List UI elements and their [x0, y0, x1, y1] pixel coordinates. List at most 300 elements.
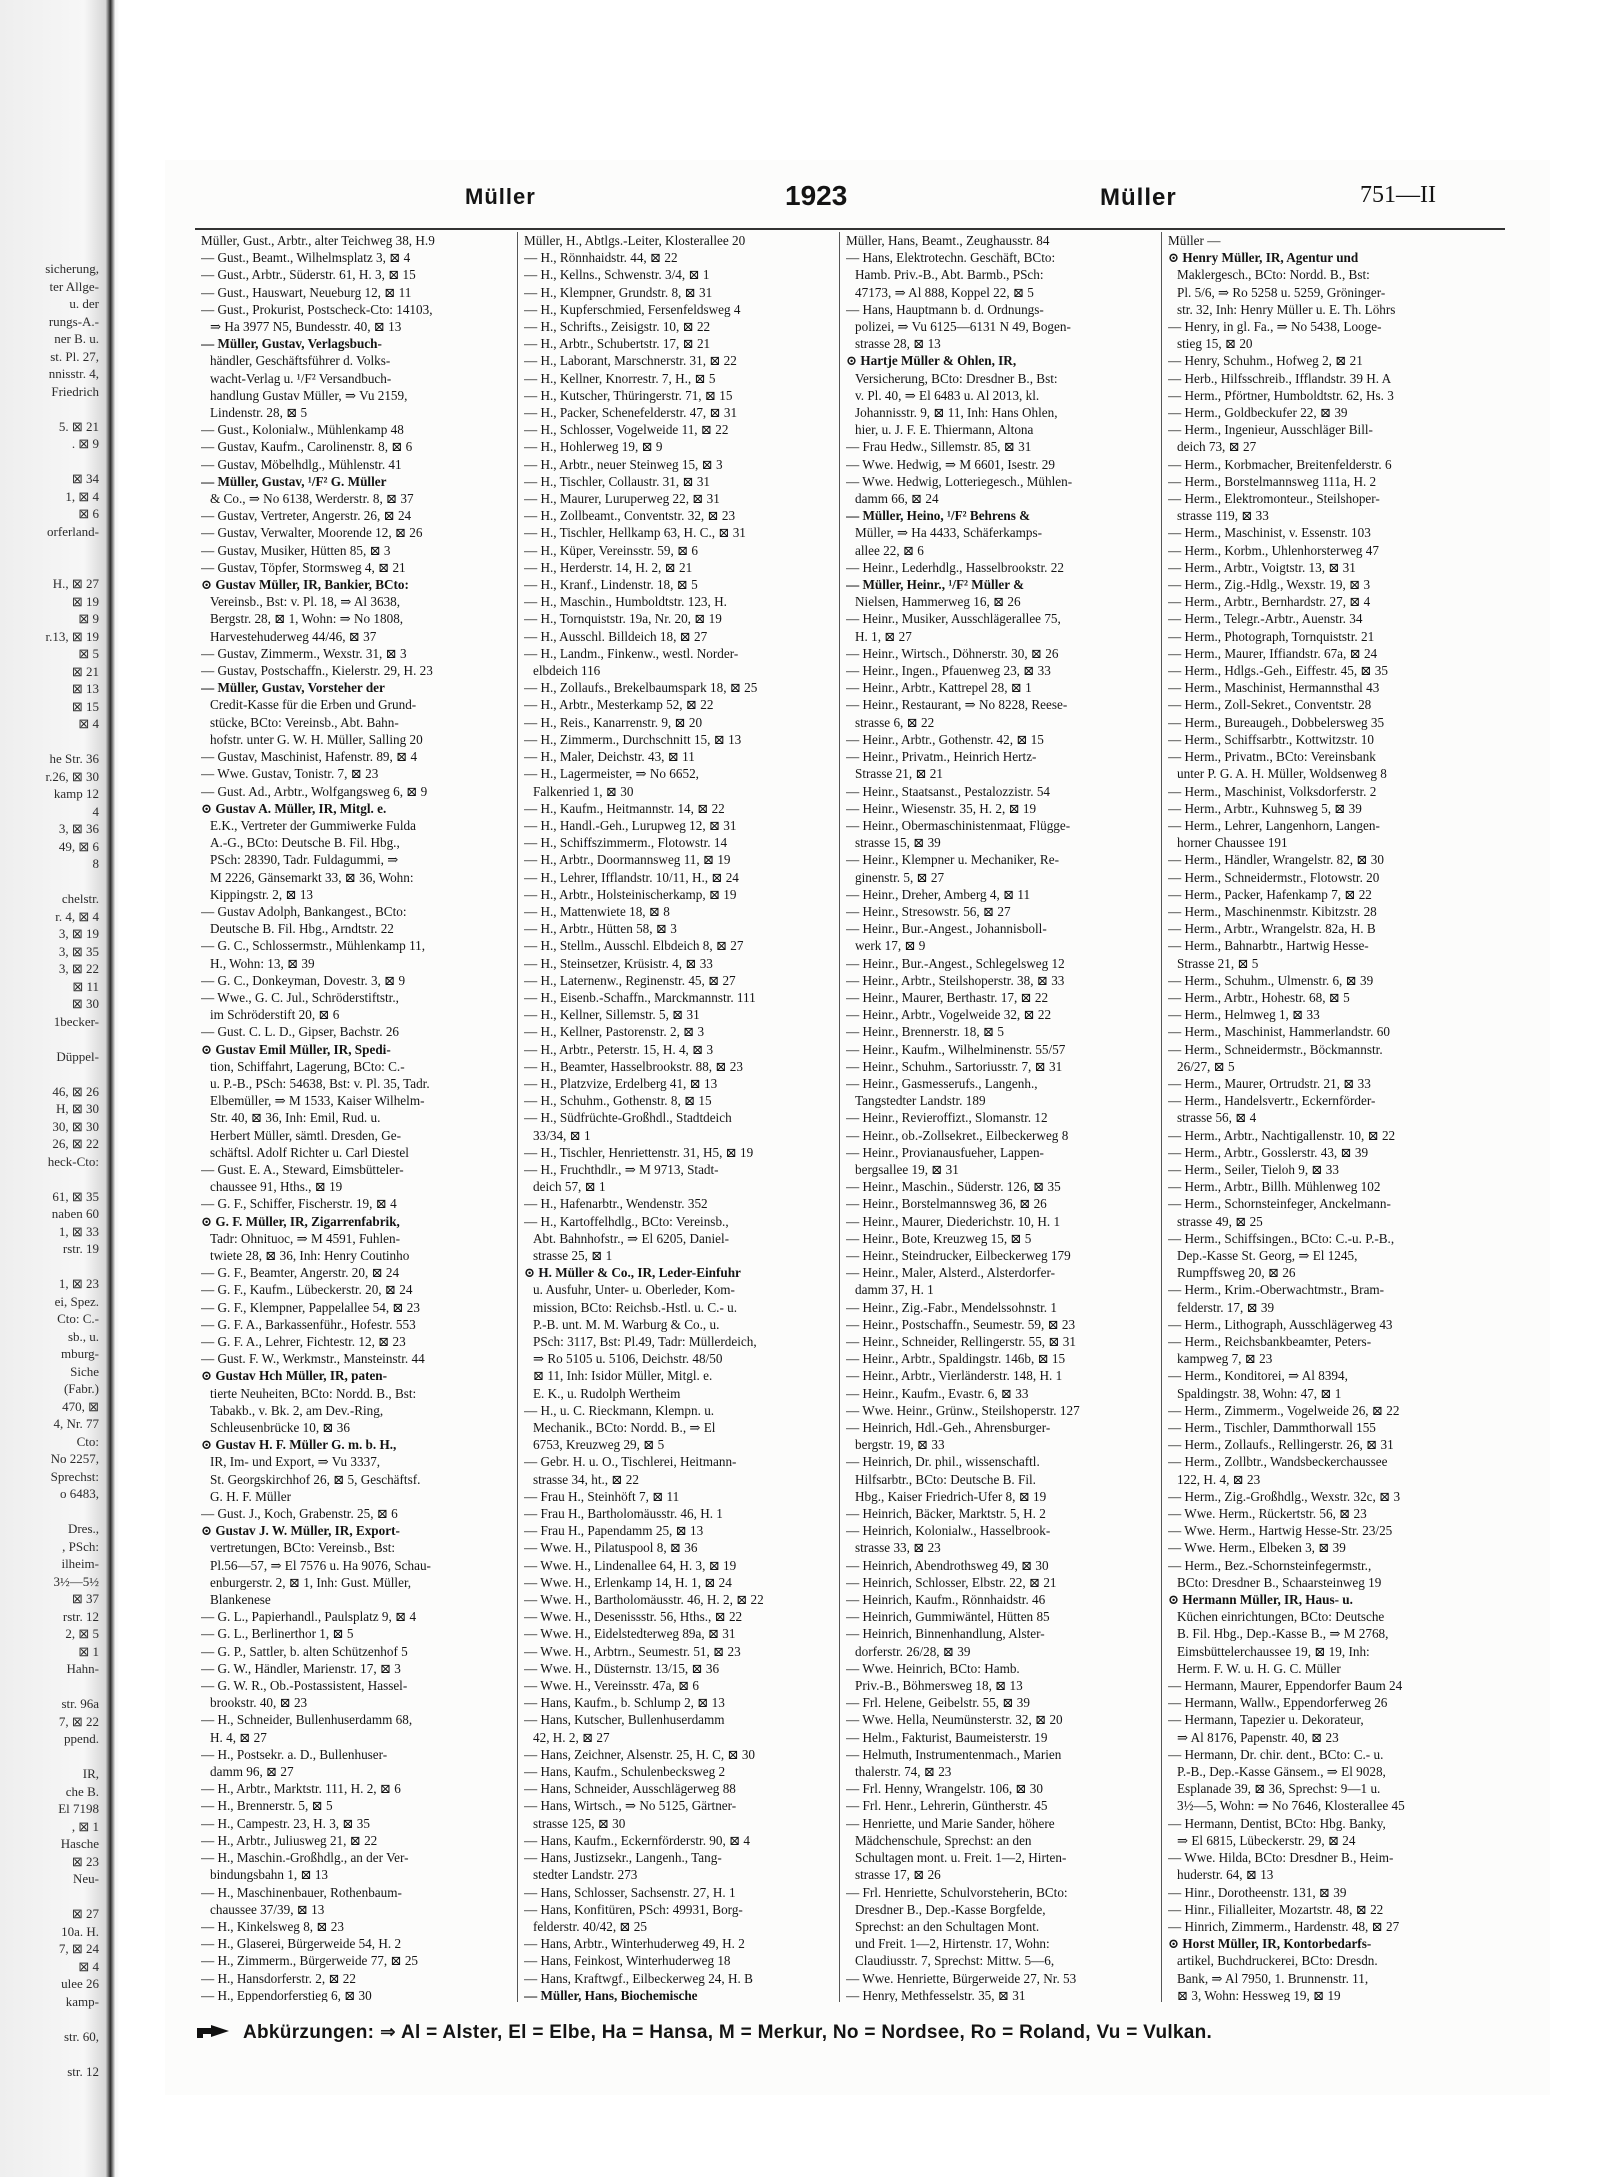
- previous-page-line: ⊠ 30: [71, 996, 99, 1011]
- previous-page-line: r.13, ⊠ 19: [45, 628, 99, 644]
- directory-entry-continuation: händler, Geschäftsführer d. Volks-: [210, 353, 391, 369]
- directory-entry: — Gustav, Kaufm., Carolinenstr. 8, ⊠ 6: [201, 439, 413, 455]
- directory-entry-continuation: Küchen einrichtungen, BCto: Deutsche: [1177, 1609, 1385, 1625]
- previous-page-line: 3, ⊠ 35: [58, 943, 99, 959]
- column-1: [195, 232, 517, 2002]
- column-3: [839, 232, 1161, 2002]
- directory-entry-continuation: Herbert Müller, sämtl. Dresden, Ge-: [210, 1127, 401, 1143]
- directory-entry-continuation: ginenstr. 5, ⊠ 27: [855, 869, 945, 885]
- directory-entry-continuation: huderstr. 64, ⊠ 13: [1177, 1867, 1274, 1883]
- directory-entry: — Henry, Methfesselstr. 35, ⊠ 31: [846, 1987, 1026, 2002]
- previous-page-line: 3, ⊠ 36: [58, 821, 99, 836]
- directory-entry: — Heinr., Klempner u. Mechaniker, Re-: [846, 852, 1059, 868]
- directory-entry: — Herm., Seiler, Tieloh 9, ⊠ 33: [1168, 1161, 1339, 1177]
- directory-entry-continuation: felderstr. 40/42, ⊠ 25: [533, 1918, 647, 1934]
- directory-entry: — Hinr., Dorotheenstr. 131, ⊠ 39: [1168, 1884, 1347, 1900]
- directory-entry: — Frl. Helene, Geibelstr. 55, ⊠ 39: [846, 1695, 1030, 1711]
- directory-entry: — Hans, Kutscher, Bullenhuserdamm: [524, 1712, 725, 1728]
- directory-entry: — Hans, Elektrotechn. Geschäft, BCto:: [846, 250, 1056, 266]
- directory-entry: — Heinr., Maurer, Berthastr. 17, ⊠ 22: [846, 989, 1049, 1005]
- directory-entry-continuation: Tadr: Ohnituoc, ⇒ M 4591, Fuhlen-: [210, 1230, 400, 1246]
- directory-entry: — H., Südfrüchte-Großhdl., Stadtdeich: [524, 1110, 732, 1126]
- directory-entry: — H., Brennerstr. 5, ⊠ 5: [201, 1798, 333, 1814]
- directory-entry-continuation: ⊠ 11, Inh: Isidor Müller, Mitgl. e.: [533, 1368, 713, 1384]
- previous-page-line: kamp 12: [53, 786, 99, 801]
- previous-page-line: [0, 1503, 105, 1521]
- directory-entry-continuation: Strasse 21, ⊠ 5: [1177, 955, 1259, 971]
- directory-entry: — Gust., Kolonialw., Mühlenkamp 48: [201, 422, 404, 438]
- directory-entry: — Heinr., Borstelmannsweg 36, ⊠ 26: [846, 1196, 1047, 1212]
- previous-page-line: 7, ⊠ 24: [58, 1941, 99, 1956]
- directory-entry-continuation: bergstr. 19, ⊠ 33: [855, 1437, 945, 1453]
- directory-entry-continuation: artikel, Buchdruckerei, BCto: Dresdn.: [1177, 1953, 1378, 1969]
- directory-entry: — Gust., Beamt., Wilhelmsplatz 3, ⊠ 4: [201, 250, 411, 266]
- directory-entry: — H., Kinkelsweg 8, ⊠ 23: [201, 1918, 344, 1934]
- directory-entry: — Herm., Lehrer, Langenhorn, Langen-: [1168, 817, 1380, 833]
- directory-entry: — H., Maurer, Luruperweg 22, ⊠ 31: [524, 491, 720, 507]
- directory-entry: — Heinr., Kaufm., Wilhelminenstr. 55/57: [846, 1041, 1066, 1057]
- directory-entry-continuation: elbdeich 116: [533, 663, 601, 679]
- directory-entry: ⊙ Hermann Müller, IR, Haus- u.: [1168, 1592, 1353, 1608]
- directory-entry: — H., Zimmerm., Bürgerweide 77, ⊠ 25: [201, 1953, 419, 1969]
- directory-entry-continuation: stücke, BCto: Vereinsb., Abt. Bahn-: [210, 714, 399, 730]
- directory-entry: — Wwe. H., Desenissstr. 56, Hths., ⊠ 22: [524, 1609, 743, 1625]
- previous-page-line: mburg-: [60, 1346, 99, 1361]
- directory-entry-continuation: Pl. 5/6, ⇒ Ro 5258 u. 5259, Gröninger-: [1177, 284, 1386, 300]
- directory-entry-continuation: Dep.-Kasse St. Georg, ⇒ El 1245,: [1177, 1247, 1358, 1263]
- directory-entry: — Herm., Schiffsarbtr., Kottwitzstr. 10: [1168, 731, 1374, 747]
- directory-entry: — Gustav Adolph, Bankangest., BCto:: [201, 903, 407, 919]
- directory-entry: — Heinr., Zig.-Fabr., Mendelssohnstr. 1: [846, 1299, 1057, 1315]
- directory-entry-continuation: G. H. F. Müller: [210, 1488, 291, 1504]
- directory-entry: — H., Platzvize, Erdelberg 41, ⊠ 13: [524, 1075, 718, 1091]
- directory-entry: Müller —: [1168, 233, 1221, 248]
- directory-entry: — Wwe. Hilda, BCto: Dresdner B., Heim-: [1168, 1850, 1394, 1866]
- previous-page-line: 4, Nr. 77: [53, 1416, 99, 1431]
- previous-page-line: ⊠ 4: [78, 1958, 99, 1974]
- directory-entry: — Herm., Borstelmannsweg 111a, H. 2: [1168, 473, 1377, 489]
- directory-entry: — H., Zollaufs., Brekelbaumspark 18, ⊠ 25: [524, 680, 758, 696]
- directory-entry: — Hans, Justizsekr., Langenh., Tang-: [524, 1850, 722, 1866]
- directory-entry-continuation: polizei, ⇒ Vu 6125—6131 N 49, Bogen-: [855, 319, 1071, 335]
- directory-entry: — Herm., Maschinist, Hammerlandstr. 60: [1168, 1024, 1390, 1040]
- directory-entry: — H., Tischler, Hellkamp 63, H. C., ⊠ 31: [524, 525, 746, 541]
- directory-entry: — Herm., Reichsbankbeamter, Peters-: [1168, 1334, 1372, 1349]
- directory-entry: — Gust. C. L. D., Gipser, Bachstr. 26: [201, 1024, 400, 1040]
- directory-entry: — H., Arbtr., Schubertstr. 17, ⊠ 21: [524, 336, 711, 352]
- directory-entry: ⊙ Hartje Müller & Ohlen, IR,: [846, 353, 1017, 369]
- previous-page-line: heck-Cto:: [47, 1153, 99, 1169]
- directory-entry: — H., Lagermeister, ⇒ No 6652,: [524, 766, 699, 782]
- directory-entry: — H., Kellner, Knorrestr. 7, H., ⊠ 5: [524, 370, 716, 386]
- previous-page-line: [0, 1030, 105, 1048]
- previous-page-line: 8: [92, 856, 99, 871]
- directory-entry-continuation: damm 96, ⊠ 27: [210, 1764, 294, 1780]
- directory-entry-continuation: Strasse 21, ⊠ 21: [855, 766, 943, 782]
- directory-entry: — Herm., Zig.-Hdlg., Wexstr. 19, ⊠ 3: [1168, 577, 1371, 593]
- directory-entry: — H., Steinsetzer, Krüsistr. 4, ⊠ 33: [524, 955, 713, 971]
- directory-entry: — Müller, Hans, Biochemische: [524, 1987, 698, 2002]
- directory-entry-continuation: strasse 119, ⊠ 33: [1177, 508, 1269, 524]
- directory-entry: — H., Kupferschmied, Fersenfeldsweg 4: [524, 301, 741, 317]
- directory-entry: — Wwe. H., Düsternstr. 13/15, ⊠ 36: [524, 1660, 720, 1676]
- previous-page-line: rstr. 19: [62, 1241, 99, 1256]
- directory-entry: — G. C., Donkeyman, Dovestr. 3, ⊠ 9: [201, 972, 406, 988]
- directory-entry: — H., Schneider, Bullenhuserdamm 68,: [201, 1712, 413, 1728]
- previous-page-line: naben 60: [51, 1206, 99, 1221]
- directory-entry-continuation: Sprechst: an den Schultagen Mont.: [855, 1918, 1040, 1934]
- directory-entry: — Frl. Henriette, Schulvorsteherin, BCto:: [846, 1884, 1068, 1900]
- previous-page-line: ⊠ 34: [71, 471, 99, 486]
- directory-entry: ⊙ Henry Müller, IR, Agentur und: [1168, 250, 1359, 266]
- directory-entry: — Herm., Arbtr., Gosslerstr. 43, ⊠ 39: [1168, 1144, 1369, 1160]
- directory-entry: — H., Klempner, Grundstr. 8, ⊠ 31: [524, 284, 713, 300]
- directory-entry: — Hermann, Wallw., Eppendorferweg 26: [1168, 1695, 1388, 1711]
- directory-entry: — Heinrich, Kaufm., Rönnhaidstr. 46: [846, 1592, 1046, 1608]
- directory-entry-continuation: ⇒ Ro 5105 u. 5106, Deichstr. 48/50: [533, 1351, 723, 1367]
- directory-entry: — Heinr., Gasmesserufs., Langenh.,: [846, 1075, 1038, 1091]
- directory-entry-continuation: Rumpffsweg 20, ⊠ 26: [1177, 1265, 1296, 1281]
- directory-entry: — H., Hafenarbtr., Wendenstr. 352: [524, 1196, 708, 1212]
- directory-entry-continuation: u. P.-B., PSch: 54638, Bst: v. Pl. 35, Tadr.: [210, 1075, 430, 1091]
- directory-entry-continuation: bergsallee 19, ⊠ 31: [855, 1161, 959, 1177]
- directory-entry: — Gust. F. W., Werkmstr., Mansteinstr. 44: [201, 1351, 425, 1367]
- directory-entry: — Hans, Schlosser, Sachsenstr. 27, H. 1: [524, 1884, 736, 1900]
- directory-entry: — Hermann, Dr. chir. dent., BCto: C.- u.: [1168, 1746, 1384, 1762]
- previous-page-line: 2, ⊠ 5: [65, 1626, 99, 1641]
- directory-entry: — G. F. A., Lehrer, Fichtestr. 12, ⊠ 23: [201, 1334, 406, 1349]
- previous-page-line: Dres.,: [67, 1521, 99, 1536]
- header-right-name: Müller: [1100, 184, 1177, 211]
- directory-entry: — Herm., Handelsvertr., Eckernförder-: [1168, 1093, 1376, 1109]
- directory-entry: — H., Arbtr., Juliusweg 21, ⊠ 22: [201, 1832, 378, 1848]
- directory-entry: — H., Reis., Kanarrenstr. 9, ⊠ 20: [524, 714, 703, 730]
- directory-entry: — Herm., Schornsteinfeger, Anckelmann-: [1168, 1196, 1391, 1212]
- previous-page-line: ⊠ 15: [71, 698, 99, 714]
- directory-entry-continuation: B. Fil. Hbg., Dep.-Kasse B., ⇒ M 2768,: [1177, 1626, 1389, 1642]
- directory-entry: — H., Glaserei, Bürgerweide 54, H. 2: [201, 1936, 402, 1952]
- directory-entry-continuation: wacht-Verlag u. ¹/F² Versandbuch-: [210, 370, 392, 386]
- directory-entry: — Gustav, Zimmerm., Wexstr. 31, ⊠ 3: [201, 645, 407, 661]
- previous-page-line: ⊠ 23: [71, 1853, 99, 1869]
- directory-entry: — Müller, Gustav, ¹/F² G. Müller: [201, 473, 387, 489]
- directory-entry-continuation: werk 17, ⊠ 9: [855, 938, 926, 954]
- previous-page-line: u. der: [69, 296, 99, 311]
- directory-entry: — Herm., Zig.-Großhdlg., Wexstr. 32c, ⊠ 3: [1168, 1488, 1401, 1504]
- directory-entry-continuation: twiete 28, ⊠ 36, Inh: Henry Coutinho: [210, 1247, 410, 1263]
- directory-entry: — Wwe. Heinrich, BCto: Hamb.: [846, 1660, 1020, 1676]
- directory-entry-continuation: brookstr. 40, ⊠ 23: [210, 1695, 308, 1711]
- previous-page-line: [0, 1065, 105, 1083]
- directory-entry: — H., Mattenwiete 18, ⊠ 8: [524, 903, 670, 919]
- directory-entry-continuation: Hamb. Priv.-B., Abt. Barmb., PSch:: [855, 267, 1044, 283]
- directory-entry: — Herm., Konditorei, ⇒ Al 8394,: [1168, 1368, 1348, 1384]
- directory-entry: — Wwe. H., Erlenkamp 14, H. 1, ⊠ 24: [524, 1574, 732, 1590]
- page-number: 751—II: [1360, 182, 1436, 208]
- previous-page-line: , PSch:: [62, 1538, 99, 1554]
- directory-entry: — Herm., Lithograph, Ausschlägerweg 43: [1168, 1316, 1393, 1332]
- directory-entry-continuation: H., Wohn: 13, ⊠ 39: [210, 955, 315, 971]
- previous-page-line: str. 12: [67, 2063, 99, 2079]
- directory-entry-continuation: 3½—5, Wohn: ⇒ No 7646, Klosterallee 45: [1177, 1798, 1405, 1814]
- directory-entry: — Hans, Kaufm., Eckernförderstr. 90, ⊠ 4: [524, 1832, 751, 1848]
- directory-entry-continuation: IR, Im- und Export, ⇒ Vu 3337,: [210, 1454, 381, 1470]
- directory-entry: — Wwe. H., Eidelstedterweg 89a, ⊠ 31: [524, 1626, 736, 1642]
- directory-entry: — Müller, Heino, ¹/F² Behrens &: [846, 508, 1031, 524]
- directory-entry: — H., Arbtr., Peterstr. 15, H. 4, ⊠ 3: [524, 1041, 714, 1057]
- directory-entry: — Herm., Arbtr., Hohestr. 68, ⊠ 5: [1168, 989, 1350, 1005]
- previous-page-line: H, ⊠ 30: [55, 1101, 99, 1116]
- directory-entry: — Herm., Maschinist, Volksdorferstr. 2: [1168, 783, 1377, 799]
- directory-entry-continuation: St. Georgskirchhof 26, ⊠ 5, Geschäftsf.: [210, 1471, 421, 1487]
- directory-entry: — Hans, Feinkost, Winterhuderweg 18: [524, 1953, 731, 1969]
- directory-entry: — Hans, Arbtr., Winterhuderweg 49, H. 2: [524, 1936, 745, 1952]
- previous-page-line: [0, 1748, 105, 1766]
- directory-entry: Müller, Gust., Arbtr., alter Teichweg 38, H.9: [201, 233, 435, 248]
- directory-entry: — H., Kaufm., Heitmannstr. 14, ⊠ 22: [524, 800, 725, 816]
- directory-entry-continuation: schäftsl. Adolf Richter u. Carl Diestel: [210, 1144, 409, 1160]
- directory-entry: — G. L., Berlinerthor 1, ⊠ 5: [201, 1626, 354, 1642]
- previous-page-line: [0, 558, 105, 576]
- directory-page: [165, 160, 1550, 2095]
- directory-entry-continuation: & Co., ⇒ No 6138, Werderstr. 8, ⊠ 37: [210, 491, 414, 507]
- directory-entry-continuation: tion, Schiffahrt, Lagerung, BCto: C.-: [210, 1058, 405, 1074]
- directory-entry: — Herm., Zollaufs., Rellingerstr. 26, ⊠ 31: [1168, 1437, 1394, 1453]
- directory-entry: ⊙ Gustav H. F. Müller G. m. b. H.,: [201, 1437, 397, 1453]
- previous-page-line: kamp-: [65, 1993, 99, 2009]
- previous-page-line: Hasche: [60, 1836, 99, 1851]
- directory-entry-continuation: strasse 49, ⊠ 25: [1177, 1213, 1263, 1229]
- directory-entry: ⊙ Gustav Hch Müller, IR, paten-: [201, 1368, 388, 1384]
- directory-entry: — H., Beamter, Hasselbrookstr. 88, ⊠ 23: [524, 1058, 743, 1074]
- directory-entry-continuation: vertretungen, BCto: Vereinsb., Bst:: [210, 1540, 396, 1556]
- directory-entry: — H., Handl.-Geh., Lurupweg 12, ⊠ 31: [524, 817, 737, 833]
- directory-entry: — Herm., Goldbeckufer 22, ⊠ 39: [1168, 405, 1348, 421]
- directory-entry: — Heinr., Stresowstr. 56, ⊠ 27: [846, 903, 1011, 919]
- directory-entry: Müller, Hans, Beamt., Zeughausstr. 84: [846, 233, 1050, 248]
- directory-entry: — Herm., Maurer, Iffiandstr. 67a, ⊠ 24: [1168, 645, 1378, 661]
- previous-page-line: 3, ⊠ 22: [58, 961, 99, 976]
- previous-page-line: Siche: [70, 1363, 99, 1379]
- previous-page-line: ⊠ 11: [72, 978, 99, 994]
- directory-entry-continuation: 47173, ⇒ Al 888, Koppel 22, ⊠ 5: [855, 284, 1034, 300]
- previous-page-line: H., ⊠ 27: [52, 576, 99, 591]
- directory-entry: — Frau H., Bartholomäusstr. 46, H. 1: [524, 1506, 723, 1522]
- directory-entry-continuation: Spaldingstr. 38, Wohn: 47, ⊠ 1: [1177, 1385, 1342, 1401]
- directory-entry: — H., Maschin.-Großhdlg., an der Ver-: [201, 1850, 409, 1866]
- directory-entry: — H., Hansdorferstr. 2, ⊠ 22: [201, 1970, 356, 1986]
- directory-entry: — G. L., Papierhandl., Paulsplatz 9, ⊠ 4: [201, 1609, 417, 1625]
- directory-entry: — Hinrich, Zimmerm., Hardenstr. 48, ⊠ 27: [1168, 1918, 1400, 1934]
- directory-entry: — H., Kartoffelhdlg., BCto: Vereinsb.,: [524, 1213, 729, 1229]
- directory-entry: — Heinr., Arbtr., Vierländerstr. 148, H. 1: [846, 1368, 1063, 1384]
- directory-entry: — Müller, Gustav, Vorsteher der: [201, 680, 385, 696]
- previous-page-line: Neu-: [73, 1871, 99, 1886]
- directory-entry: — Hans, Kaufm., Schulenbecksweg 2: [524, 1764, 726, 1780]
- directory-entry: — G. W. R., Ob.-Postassistent, Hassel-: [201, 1678, 408, 1694]
- directory-entry: — H., Arbtr., Mesterkamp 52, ⊠ 22: [524, 697, 714, 713]
- directory-entry: — H., Postsekr. a. D., Bullenhuser-: [201, 1746, 388, 1762]
- directory-entry: — H., Fruchthdlr., ⇒ M 9713, Stadt-: [524, 1161, 719, 1177]
- directory-entry: — Heinr., Postschaffn., Seumestr. 59, ⊠ 23: [846, 1316, 1076, 1332]
- directory-entry: — Henry, Schuhm., Hofweg 2, ⊠ 21: [1168, 353, 1363, 369]
- previous-page-line: r.26, ⊠ 30: [45, 768, 99, 784]
- directory-entry-continuation: Credit-Kasse für die Erben und Grund-: [210, 697, 417, 713]
- directory-entry: — Herm., Arbtr., Voigtstr. 13, ⊠ 31: [1168, 559, 1356, 575]
- directory-entry: — Herm., Bureaugeh., Dobbelersweg 35: [1168, 714, 1385, 730]
- directory-entry: — Heinr., Revieroffizt., Slomanstr. 12: [846, 1110, 1048, 1126]
- previous-page-line: rstr. 12: [62, 1608, 99, 1624]
- directory-entry: — Wwe. Gustav, Tonistr. 7, ⊠ 23: [201, 766, 379, 782]
- directory-entry-continuation: damm 37, H. 1: [855, 1282, 934, 1298]
- directory-entry-continuation: Herm. F. W. u. H. G. C. Müller: [1177, 1660, 1341, 1676]
- directory-entry: — Heinrich, Hdl.-Geh., Ahrensburger-: [846, 1420, 1051, 1436]
- directory-entry: — H., Kranf., Lindenstr. 18, ⊠ 5: [524, 577, 698, 593]
- previous-page-line: ⊠ 19: [71, 593, 99, 609]
- previous-page-line: [0, 873, 105, 891]
- directory-entry: — Herm., Krim.-Oberwachtmstr., Bram-: [1168, 1282, 1385, 1298]
- directory-entry: ⊙ Gustav A. Müller, IR, Mitgl. e.: [201, 800, 387, 816]
- previous-page-fragment: [0, 260, 105, 2080]
- directory-entry-continuation: enburgerstr. 2, ⊠ 1, Inh: Gust. Müller,: [210, 1574, 412, 1590]
- directory-entry-continuation: handlung Gustav Müller, ⇒ Vu 2159,: [210, 387, 408, 403]
- abbreviations-text: Abkürzungen: ⇒ Al = Alster, El = Elbe, Ha = Hansa, M = Merkur, No = Nordsee, Ro = Roland, Vu = Vulkan.: [243, 2021, 1213, 2043]
- directory-entry: — Wwe., G. C. Jul., Schröderstiftstr.,: [201, 989, 399, 1005]
- directory-entry-continuation: strasse 125, ⊠ 30: [533, 1815, 626, 1831]
- directory-entry: — Heinr., Wirtsch., Döhnerstr. 30, ⊠ 26: [846, 645, 1059, 661]
- directory-entry: — Herm., Elektromonteur., Steilshoper-: [1168, 491, 1380, 507]
- previous-page-line: [0, 453, 105, 471]
- directory-entry: — Heinr., Ingen., Pfauenweg 23, ⊠ 33: [846, 663, 1051, 679]
- directory-entry: — Herm., Maschinist, Hermannsthal 43: [1168, 680, 1380, 696]
- directory-entry: — G. F., Schiffer, Fischerstr. 19, ⊠ 4: [201, 1196, 397, 1212]
- directory-entry-continuation: M 2226, Gänsemarkt 33, ⊠ 36, Wohn:: [210, 869, 414, 885]
- previous-page-line: ⊠ 13: [71, 681, 99, 696]
- directory-entry-continuation: Mädchenschule, Sprechst: an den: [855, 1832, 1032, 1848]
- directory-entry: — Herm., Zimmerm., Vogelweide 26, ⊠ 22: [1168, 1402, 1400, 1418]
- directory-entry-continuation: felderstr. 17, ⊠ 39: [1177, 1299, 1275, 1315]
- directory-entry: — Hans, Zeichner, Alsenstr. 25, H. C, ⊠ 30: [524, 1746, 756, 1762]
- directory-entry: — Herm., Hdlgs.-Geh., Eiffestr. 45, ⊠ 35: [1168, 663, 1388, 679]
- directory-entry: — Wwe. H., Arbtrn., Seumestr. 51, ⊠ 23: [524, 1643, 741, 1659]
- directory-entry: — Henry, in gl. Fa., ⇒ No 5438, Looge-: [1168, 319, 1382, 335]
- directory-entry: — H., Ausschl. Billdeich 18, ⊠ 27: [524, 628, 708, 644]
- directory-entry: — H., Arbtr., Holsteinischerkamp, ⊠ 19: [524, 886, 737, 902]
- directory-entry: — Heinr., Privatm., Heinrich Hertz-: [846, 749, 1037, 765]
- previous-page-line: ⊠ 1: [78, 1643, 99, 1659]
- directory-entry: — H., Arbtr., Marktstr. 111, H. 2, ⊠ 6: [201, 1781, 401, 1797]
- directory-entry: — Gustav, Töpfer, Stormsweg 4, ⊠ 21: [201, 559, 406, 575]
- directory-entry: — Gustav, Musiker, Hütten 85, ⊠ 3: [201, 542, 391, 558]
- previous-page-line: ⊠ 6: [78, 506, 99, 521]
- directory-entry-continuation: strasse 34, ht., ⊠ 22: [533, 1471, 639, 1487]
- directory-entry-continuation: Falkenried 1, ⊠ 30: [533, 783, 634, 799]
- directory-entry-continuation: hier, u. J. F. E. Thiermann, Altona: [855, 422, 1034, 438]
- directory-entry: — Hermann, Maurer, Eppendorfer Baum 24: [1168, 1678, 1403, 1694]
- directory-entry: — Heinr., Maschin., Süderstr. 126, ⊠ 35: [846, 1179, 1061, 1195]
- directory-entry: — Herm., Korbmacher, Breitenfelderstr. 6: [1168, 456, 1392, 472]
- directory-entry: — Heinrich, Dr. phil., wissenschaftl.: [846, 1454, 1040, 1470]
- directory-entry-continuation: H. 1, ⊠ 27: [855, 628, 912, 644]
- directory-entry: — Gustav, Postschaffn., Kielerstr. 29, H. 23: [201, 663, 433, 679]
- directory-entry-continuation: P.-B. unt. M. M. Warburg & Co., u.: [533, 1316, 720, 1332]
- previous-page-line: he Str. 36: [49, 751, 99, 766]
- directory-entry-continuation: Maklergesch., BCto: Nordd. B., Bst:: [1177, 267, 1370, 283]
- directory-entry-continuation: chaussee 91, Hths., ⊠ 19: [210, 1179, 343, 1195]
- directory-entry: — Gustav, Maschinist, Hafenstr. 89, ⊠ 4: [201, 749, 418, 765]
- previous-page-line: ⊠ 4: [78, 716, 99, 731]
- directory-entry: ⊙ G. F. Müller, IR, Zigarrenfabrik,: [201, 1213, 400, 1229]
- directory-entry: — Wwe. Hedwig, Lotteriegesch., Mühlen-: [846, 473, 1073, 489]
- previous-page-line: ppend.: [63, 1731, 99, 1746]
- directory-entry: — Heinrich, Kolonialw., Hasselbrook-: [846, 1523, 1051, 1539]
- directory-entry: — H., Eppendorferstieg 6, ⊠ 30: [201, 1987, 372, 2002]
- directory-entry: — Hinr., Filialleiter, Mozartstr. 48, ⊠ 22: [1168, 1901, 1384, 1917]
- directory-entry: — H., u. C. Rieckmann, Klempn. u.: [524, 1402, 715, 1418]
- directory-entry: — Herm., Privatm., BCto: Vereinsbank: [1168, 749, 1376, 765]
- column-4: [1161, 232, 1483, 2002]
- directory-entry-continuation: strasse 33, ⊠ 23: [855, 1540, 941, 1556]
- directory-entry: — Wwe. Hedwig, ⇒ M 6601, Isestr. 29: [846, 456, 1055, 472]
- directory-entry: — G. C., Schlossermstr., Mühlenkamp 11,: [201, 938, 426, 954]
- directory-entry: — H., Küper, Vereinsstr. 59, ⊠ 6: [524, 542, 699, 558]
- directory-entry: — Wwe. H., Lindenallee 64, H. 3, ⊠ 19: [524, 1557, 737, 1573]
- directory-entry-continuation: ⇒ Al 8176, Papenstr. 40, ⊠ 23: [1177, 1729, 1339, 1745]
- directory-entry: — Gust., Arbtr., Süderstr. 61, H. 3, ⊠ 15: [201, 267, 416, 283]
- previous-page-line: Sprechst:: [50, 1468, 99, 1484]
- previous-page-line: sicherung,: [45, 261, 99, 276]
- directory-entry-continuation: unter P. G. A. H. Müller, Woldsenweg 8: [1177, 766, 1387, 782]
- previous-page-line: rungs-A.-: [48, 313, 99, 329]
- directory-entry-continuation: hofstr. unter G. W. H. Müller, Salling 20: [210, 731, 423, 747]
- directory-entry: — G. F., Beamter, Angerstr. 20, ⊠ 24: [201, 1265, 400, 1281]
- directory-entry: — Wwe. H., Bartholomäusstr. 46, H. 2, ⊠ 22: [524, 1592, 764, 1608]
- directory-entry: — Hans, Konfitüren, PSch: 49931, Borg-: [524, 1901, 743, 1917]
- directory-entry: — Heinr., Arbtr., Vogelweide 32, ⊠ 22: [846, 1007, 1052, 1023]
- directory-entry-continuation: u. Ausfuhr, Unter- u. Oberleder, Kom-: [533, 1282, 735, 1298]
- directory-entry-continuation: Eimsbüttelerchaussee 19, ⊠ 19, Inh:: [1177, 1643, 1370, 1659]
- directory-entry: — Heinrich, Abendrothsweg 49, ⊠ 30: [846, 1557, 1049, 1573]
- directory-entry: — Hans, Kaufm., b. Schlump 2, ⊠ 13: [524, 1695, 725, 1711]
- directory-entry: — Heinr., Arbtr., Steilshoperstr. 38, ⊠ 33: [846, 972, 1065, 988]
- directory-entry: — H., Schrifts., Zeisigstr. 10, ⊠ 22: [524, 319, 711, 335]
- directory-entry-continuation: Tabakb., v. Bk. 2, am Dev.-Ring,: [210, 1402, 384, 1418]
- previous-page-line: [0, 733, 105, 751]
- directory-entry-continuation: tierte Neuheiten, BCto: Nordd. B., Bst:: [210, 1385, 417, 1401]
- previous-page-line: , ⊠ 1: [71, 1818, 99, 1834]
- pointing-hand-icon: [195, 2022, 233, 2042]
- directory-entry: — Heinr., ob.-Zollsekret., Eilbeckerweg 8: [846, 1127, 1069, 1143]
- directory-entry: — Frau H., Papendamm 25, ⊠ 13: [524, 1523, 704, 1539]
- previous-page-line: ⊠ 21: [71, 663, 99, 679]
- directory-entry-continuation: Abt. Bahnhofstr., ⇒ El 6205, Daniel-: [533, 1230, 730, 1246]
- previous-page-line: IR,: [82, 1766, 99, 1781]
- directory-entry: — Herm., Pförtner, Humboldtstr. 62, Hs. 3: [1168, 387, 1394, 403]
- directory-entry: — H., Eisenb.-Schaffn., Marckmannstr. 111: [524, 989, 756, 1005]
- directory-entry: — H., Tischler, Collaustr. 31, ⊠ 31: [524, 473, 711, 489]
- previous-page-line: [0, 2045, 105, 2063]
- directory-entry: — Gust. J., Koch, Grabenstr. 25, ⊠ 6: [201, 1506, 398, 1522]
- directory-entry: — H., Hohlerweg 19, ⊠ 9: [524, 439, 663, 455]
- directory-entry: — H., Maschinenbauer, Rothenbaum-: [201, 1884, 402, 1900]
- directory-entry-continuation: Harvestehuderweg 44/46, ⊠ 37: [210, 628, 377, 644]
- directory-entry: — Wwe. H., Pilatuspool 8, ⊠ 36: [524, 1540, 698, 1556]
- directory-entry: — Gustav, Verwalter, Moorende 12, ⊠ 26: [201, 525, 423, 541]
- directory-entry: — H., Lehrer, Ifflandstr. 10/11, H., ⊠ 24: [524, 869, 739, 885]
- previous-page-line: 3½—5½: [53, 1573, 99, 1589]
- directory-entry: — Gust., Hauswart, Neueburg 12, ⊠ 11: [201, 284, 412, 300]
- directory-entry: ⊙ Gustav J. W. Müller, IR, Export-: [201, 1523, 400, 1539]
